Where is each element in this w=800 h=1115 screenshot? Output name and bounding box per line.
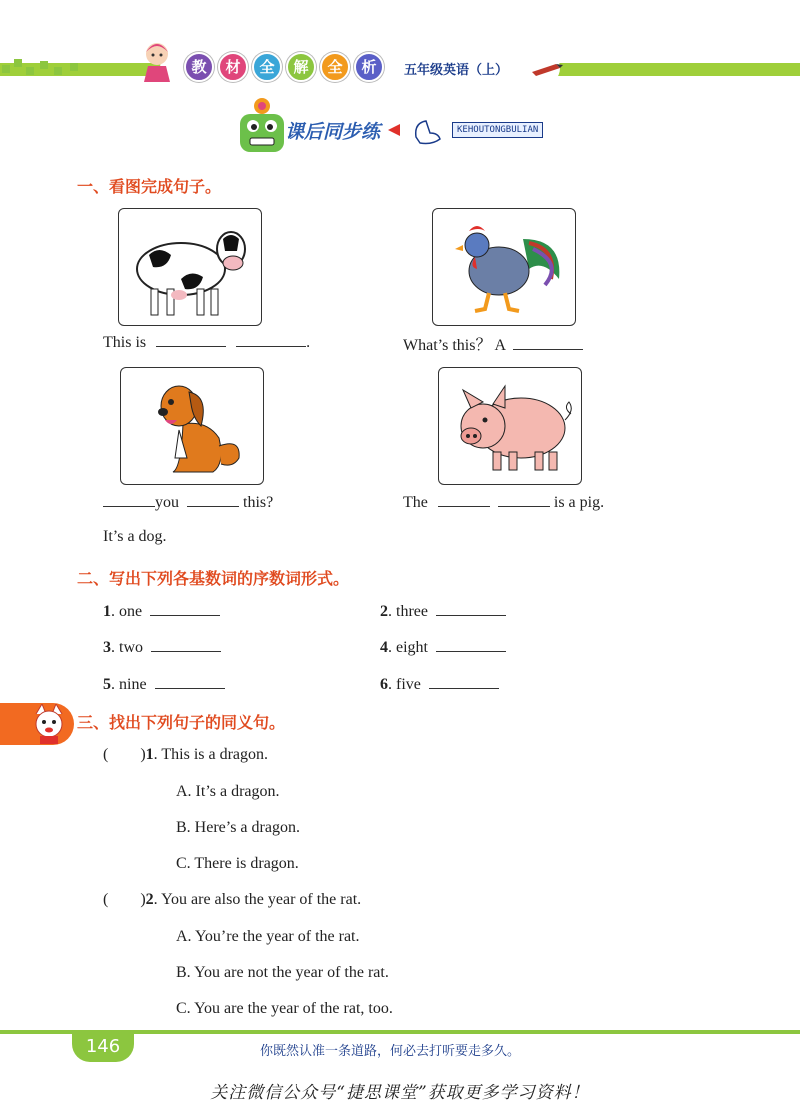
option: C. You are the year of the rat, too. — [176, 1000, 393, 1017]
header-pattern — [0, 55, 130, 85]
section-heading: 三、找出下列句子的同义句。 — [77, 713, 286, 732]
ordinal-item: 2. three — [380, 601, 506, 621]
banner-tag: KEHOUTONGBULIAN — [452, 122, 543, 138]
picture-rooster — [432, 208, 576, 326]
option: B. You are not the year of the rat. — [176, 964, 389, 981]
answer-blank[interactable] — [155, 674, 225, 689]
choice-question: ( )1. This is a dragon. — [103, 746, 269, 763]
girl-mascot-icon — [132, 36, 182, 86]
answer-blank[interactable] — [187, 492, 239, 507]
rooster-icon — [433, 209, 575, 325]
green-monster-icon — [232, 96, 292, 158]
answer-blank[interactable] — [151, 637, 221, 652]
choice-question: ( )2. You are also the year of the rat. — [103, 891, 362, 908]
answer-blank[interactable] — [236, 332, 306, 347]
answer-blank[interactable] — [429, 674, 499, 689]
pencil-icon — [530, 58, 565, 78]
watermark-text: 关注微信公众号“捷思课堂”获取更多学习资料！ — [210, 1083, 590, 1103]
picture-cow — [118, 208, 262, 326]
title-char: 析 — [354, 52, 384, 82]
q3-sentence: you this? — [103, 492, 273, 512]
section-heading: 二、写出下列各基数词的序数词形式。 — [77, 569, 350, 588]
banner-title: 课后同步练 — [285, 120, 381, 143]
option: A. It’s a dragon. — [176, 783, 280, 800]
title-char: 全 — [320, 52, 350, 82]
ordinal-item: 3. two — [103, 637, 221, 657]
answer-blank[interactable] — [513, 335, 583, 350]
section-heading: 一、看图完成句子。 — [77, 177, 222, 196]
ordinal-item: 1. one — [103, 601, 220, 621]
footer-motto: 你既然认准一条道路，何必去打听要走多久。 — [260, 1044, 521, 1059]
answer-blank[interactable] — [150, 601, 220, 616]
q2-sentence: What’s this？ A — [403, 332, 583, 355]
picture-dog — [120, 367, 264, 485]
section-banner — [285, 108, 575, 152]
cat-mascot-icon — [32, 704, 66, 744]
title-char: 全 — [252, 52, 282, 82]
answer-blank[interactable] — [436, 637, 506, 652]
option: A. You’re the year of the rat. — [176, 928, 360, 945]
q3-answer: It’s a dog. — [103, 528, 167, 545]
option: B. Here’s a dragon. — [176, 819, 300, 836]
answer-blank[interactable] — [438, 492, 490, 507]
answer-blank[interactable] — [436, 601, 506, 616]
ordinal-item: 5. nine — [103, 674, 225, 694]
answer-paren[interactable]: ( ) — [103, 891, 146, 908]
pointing-hand-icon — [386, 115, 446, 145]
picture-pig — [438, 367, 582, 485]
page-number: 146 — [72, 1032, 134, 1062]
header-subtitle: 五年级英语（上） — [404, 63, 509, 78]
answer-paren[interactable]: ( ) — [103, 746, 146, 763]
header-title — [184, 52, 384, 82]
ordinal-item: 4. eight — [380, 637, 506, 657]
pig-icon — [439, 368, 581, 484]
q1-sentence: This is . — [103, 334, 311, 351]
title-char: 教 — [184, 52, 214, 82]
option: C. There is dragon. — [176, 855, 299, 872]
title-char: 解 — [286, 52, 316, 82]
answer-blank[interactable] — [498, 492, 550, 507]
dog-icon — [121, 368, 263, 484]
q4-sentence: The is a pig. — [403, 494, 605, 511]
answer-blank[interactable] — [103, 492, 155, 507]
answer-blank[interactable] — [156, 332, 226, 347]
cow-icon — [119, 209, 261, 325]
title-char: 材 — [218, 52, 248, 82]
ordinal-item: 6. five — [380, 674, 499, 694]
